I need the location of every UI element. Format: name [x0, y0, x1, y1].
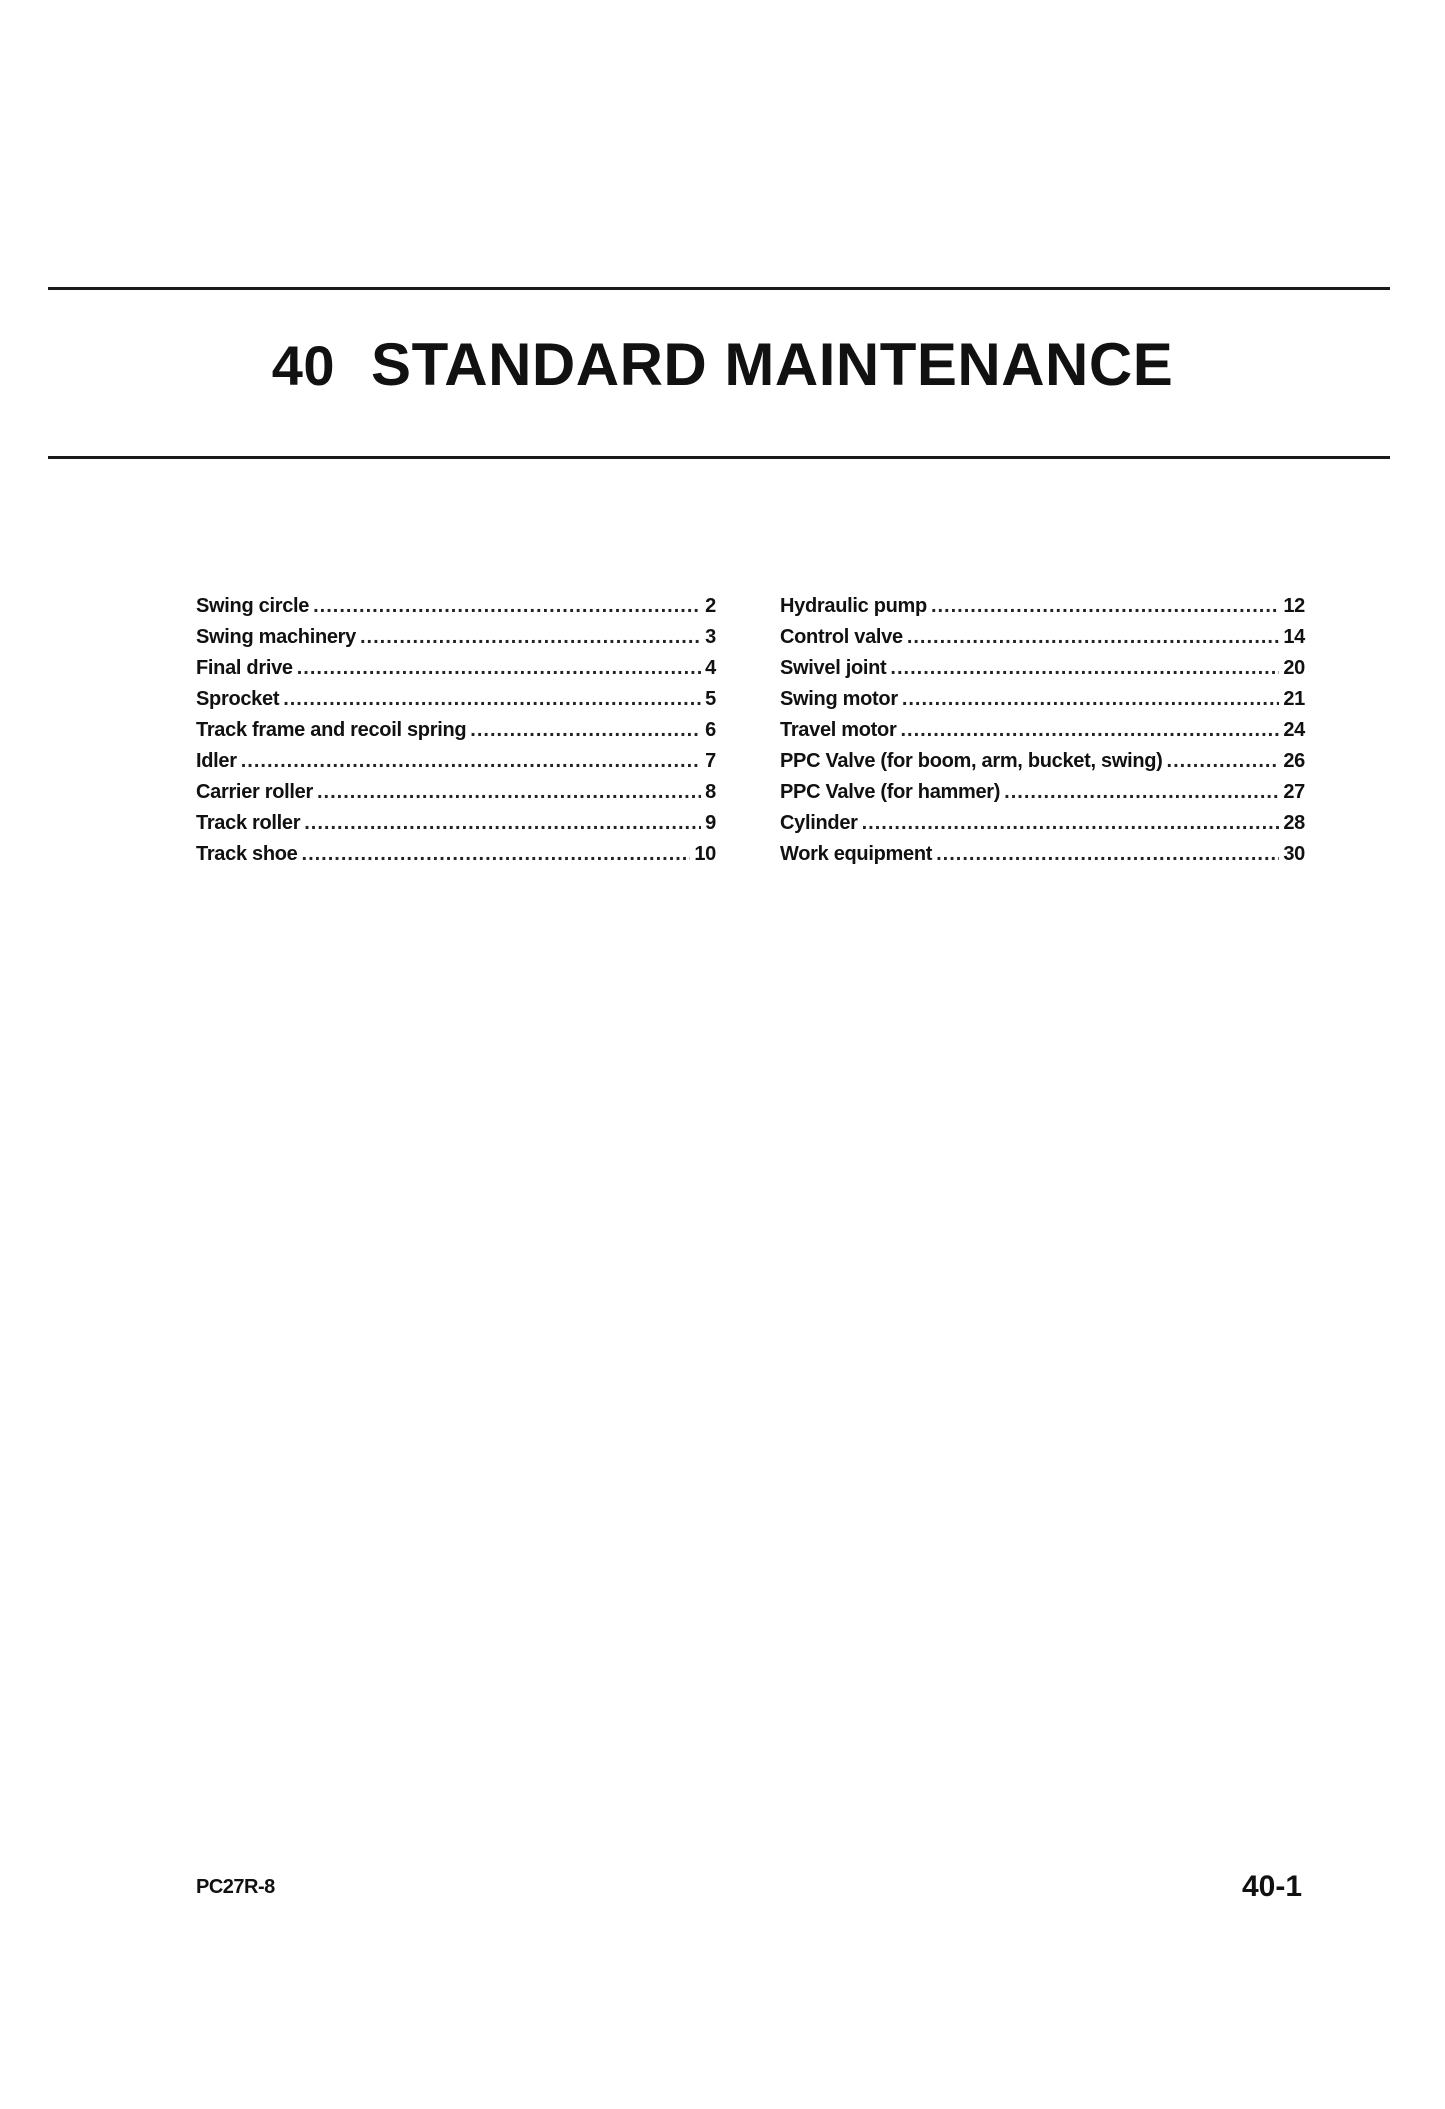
- toc-label: Swing machinery: [196, 626, 356, 648]
- toc-item[interactable]: [196, 684, 716, 715]
- toc-label: Carrier roller: [196, 781, 313, 803]
- toc-page-number: 5: [705, 688, 716, 710]
- toc-label: Track roller: [196, 812, 301, 834]
- toc-page-number: 12: [1283, 595, 1305, 617]
- toc-leader-dots: [907, 622, 1280, 653]
- toc-leader-dots: [241, 746, 701, 777]
- toc-label: Control valve: [780, 626, 903, 648]
- toc-page-number: 6: [705, 719, 716, 741]
- toc-leader-dots: [470, 715, 701, 746]
- toc-page-number: 3: [705, 626, 716, 648]
- toc-leader-dots: [931, 591, 1279, 622]
- toc-leader-dots: [302, 839, 691, 870]
- toc-page-number: 8: [705, 781, 716, 803]
- chapter-number: 40: [271, 334, 336, 397]
- toc-item[interactable]: [196, 839, 716, 870]
- toc-item[interactable]: [196, 808, 716, 839]
- toc-label: Sprocket: [196, 688, 280, 710]
- toc-item[interactable]: [196, 715, 716, 746]
- toc-page-number: 30: [1283, 843, 1305, 865]
- toc-page-number: 4: [705, 657, 716, 679]
- toc-page-number: 20: [1283, 657, 1305, 679]
- toc-label: Hydraulic pump: [780, 595, 927, 617]
- toc-item[interactable]: [196, 622, 716, 653]
- toc-label: PPC Valve (for boom, arm, bucket, swing): [780, 750, 1163, 772]
- toc-label: Track shoe: [196, 843, 298, 865]
- toc-leader-dots: [936, 839, 1279, 870]
- toc-right-column: [780, 591, 1305, 870]
- toc-label: PPC Valve (for hammer): [780, 781, 1001, 803]
- toc-label: Idler: [196, 750, 237, 772]
- toc-item[interactable]: [196, 746, 716, 777]
- toc-item[interactable]: [780, 777, 1305, 808]
- toc-leader-dots: [297, 653, 701, 684]
- toc-leader-dots: [890, 653, 1279, 684]
- toc-leader-dots: [317, 777, 701, 808]
- toc-leader-dots: [862, 808, 1280, 839]
- toc-item[interactable]: [196, 777, 716, 808]
- toc-page-number: 14: [1283, 626, 1305, 648]
- toc-leader-dots: [360, 622, 701, 653]
- toc-page-number: 9: [705, 812, 716, 834]
- toc-label: Swing motor: [780, 688, 898, 710]
- toc-item[interactable]: [780, 808, 1305, 839]
- chapter-heading: [0, 330, 1445, 399]
- toc-leader-dots: [902, 684, 1280, 715]
- toc-left-column: [196, 591, 716, 870]
- top-rule: [48, 287, 1390, 290]
- toc-leader-dots: [900, 715, 1279, 746]
- toc-page-number: 10: [694, 843, 716, 865]
- toc-page-number: 21: [1283, 688, 1305, 710]
- toc-item[interactable]: [780, 653, 1305, 684]
- toc-label: Swivel joint: [780, 657, 887, 679]
- toc-item[interactable]: [780, 591, 1305, 622]
- toc-label: Track frame and recoil spring: [196, 719, 467, 741]
- toc-label: Cylinder: [780, 812, 858, 834]
- toc-item[interactable]: [196, 653, 716, 684]
- toc-leader-dots: [313, 591, 701, 622]
- bottom-rule: [48, 456, 1390, 459]
- toc-page-number: 28: [1283, 812, 1305, 834]
- toc-item[interactable]: [780, 684, 1305, 715]
- toc-label: Travel motor: [780, 719, 897, 741]
- toc-label: Final drive: [196, 657, 293, 679]
- toc-item[interactable]: [780, 622, 1305, 653]
- toc-label: Swing circle: [196, 595, 310, 617]
- toc-item[interactable]: [780, 746, 1305, 777]
- footer-page-number: 40-1: [1241, 1870, 1302, 1903]
- toc-page-number: 27: [1283, 781, 1305, 803]
- toc-page-number: 24: [1283, 719, 1305, 741]
- toc-label: Work equipment: [780, 843, 933, 865]
- toc-leader-dots: [1167, 746, 1280, 777]
- toc-page-number: 26: [1283, 750, 1305, 772]
- toc-page-number: 2: [705, 595, 716, 617]
- toc-leader-dots: [283, 684, 701, 715]
- toc-leader-dots: [1004, 777, 1279, 808]
- toc-leader-dots: [304, 808, 701, 839]
- toc-item[interactable]: [780, 839, 1305, 870]
- chapter-title: STANDARD MAINTENANCE: [371, 331, 1174, 398]
- toc-item[interactable]: [780, 715, 1305, 746]
- footer-model-code: PC27R-8: [196, 1876, 275, 1898]
- toc-page-number: 7: [705, 750, 716, 772]
- toc-item[interactable]: [196, 591, 716, 622]
